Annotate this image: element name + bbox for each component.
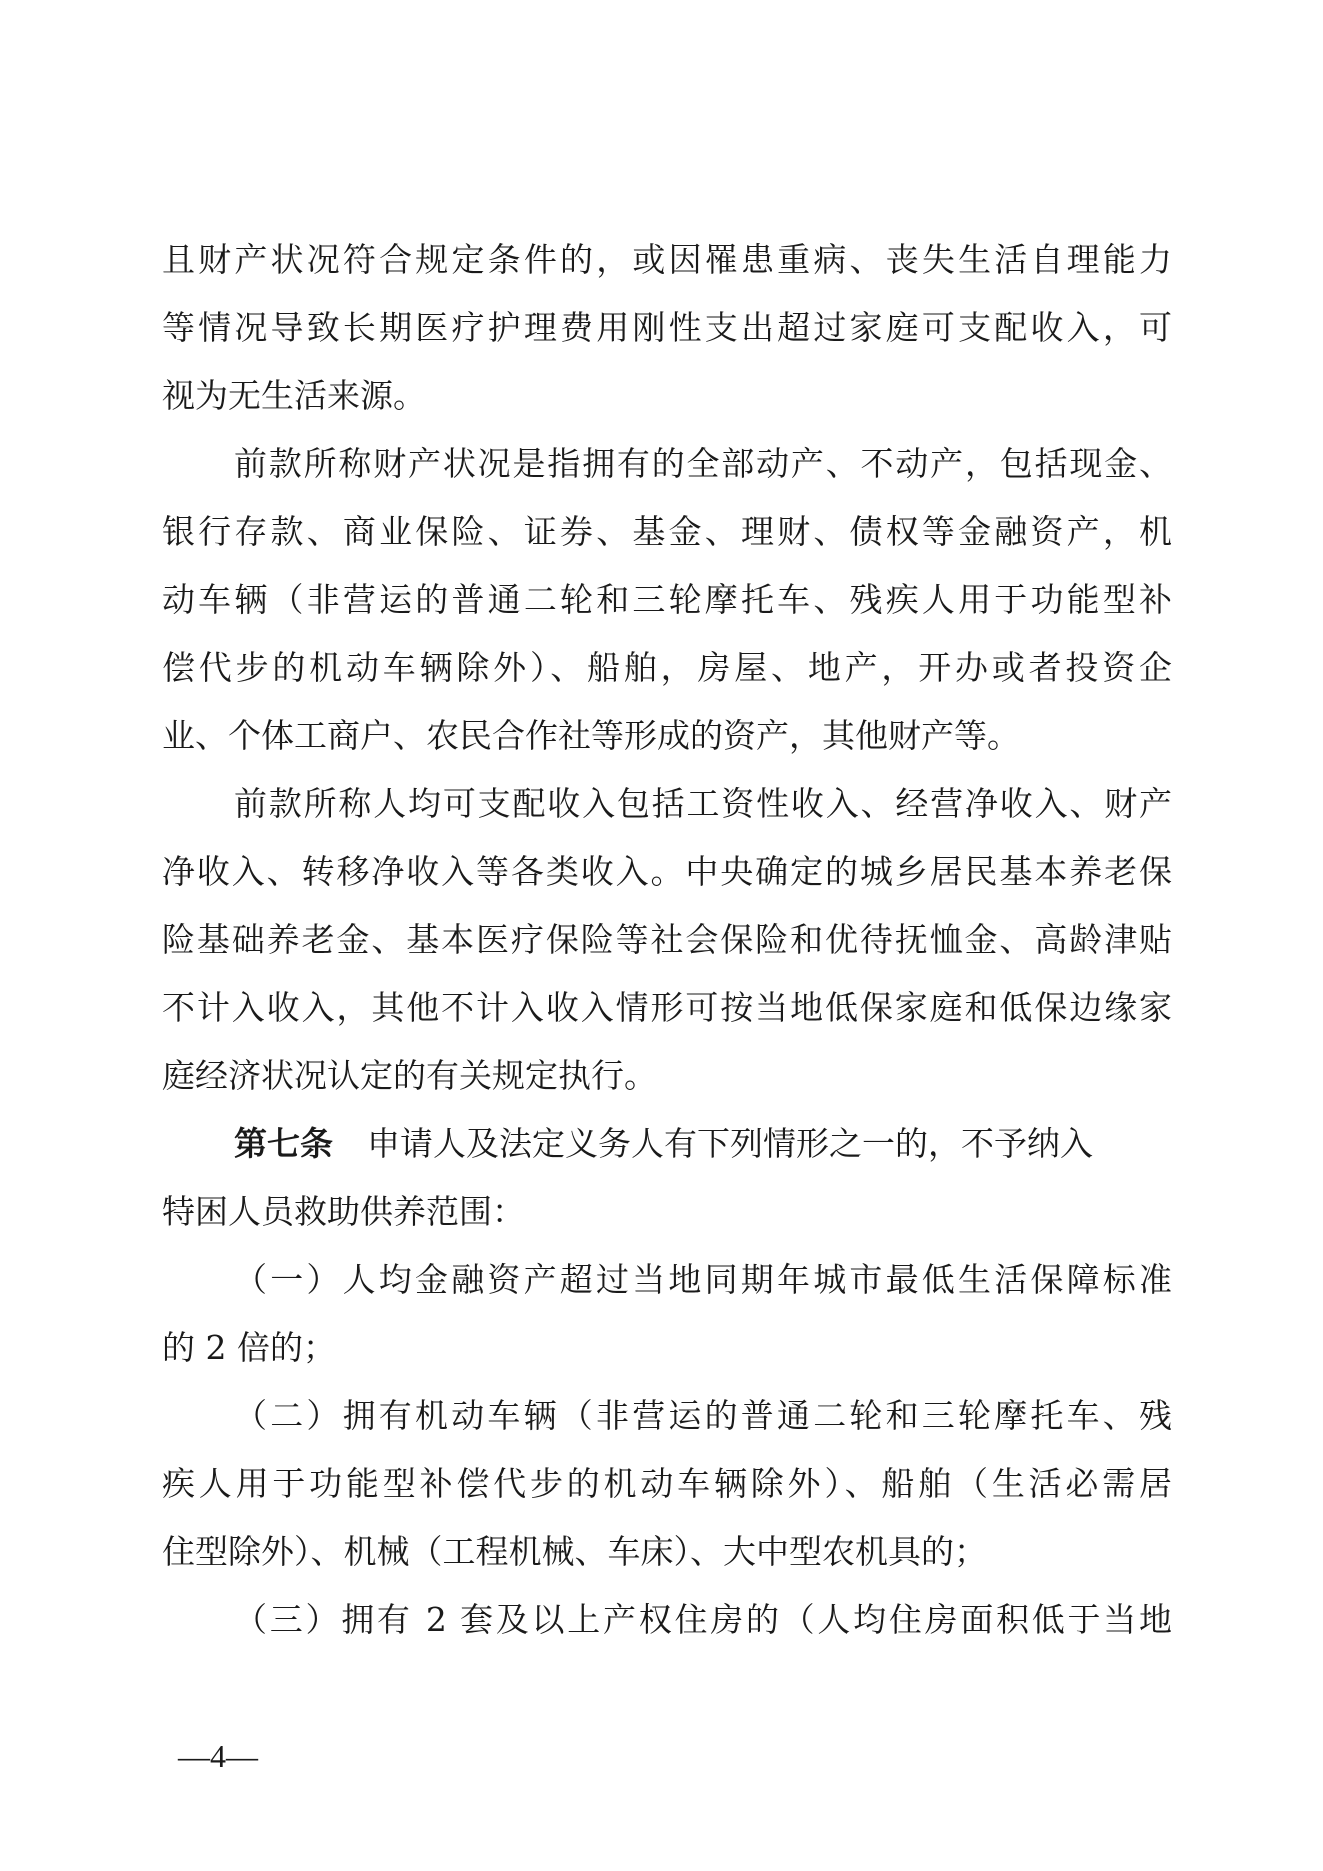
list-item-line: （三）拥有 2 套及以上产权住房的（人均住房面积低于当地 [234, 1600, 1172, 1639]
paragraph-line: 银行存款、商业保险、证券、基金、理财、债权等金融资产，机 [162, 512, 1172, 551]
paragraph-line: 特困人员救助供养范围： [162, 1192, 525, 1231]
document-body [162, 226, 1172, 1654]
page-number: —4— [178, 1738, 258, 1774]
paragraph-line: 前款所称人均可支配收入包括工资性收入、经营净收入、财产 [234, 784, 1172, 823]
paragraph-line: 险基础养老金、基本医疗保险等社会保险和优待抚恤金、高龄津贴 [162, 920, 1172, 959]
list-item-line: 的 2 倍的； [162, 1328, 336, 1367]
article-line [162, 1110, 1172, 1178]
paragraph-line: 动车辆（非营运的普通二轮和三轮摩托车、残疾人用于功能型补 [162, 580, 1172, 619]
paragraph-line: 且财产状况符合规定条件的，或因罹患重病、丧失生活自理能力 [162, 240, 1172, 279]
paragraph-line: 等情况导致长期医疗护理费用刚性支出超过家庭可支配收入，可 [162, 308, 1172, 347]
paragraph-line: 偿代步的机动车辆除外）、船舶，房屋、地产，开办或者投资企 [162, 648, 1172, 687]
paragraph-line: 前款所称财产状况是指拥有的全部动产、不动产，包括现金、 [234, 444, 1172, 483]
paragraph-line: 庭经济状况认定的有关规定执行。 [162, 1056, 657, 1095]
list-item-line: 疾人用于功能型补偿代步的机动车辆除外）、船舶（生活必需居 [162, 1464, 1172, 1503]
paragraph-line: 净收入、转移净收入等各类收入。中央确定的城乡居民基本养老保 [162, 852, 1172, 891]
article-heading: 第七条 [234, 1124, 333, 1163]
article-text: 申请人及法定义务人有下列情形之一的，不予纳入 [367, 1124, 1093, 1163]
paragraph-line: 业、个体工商户、农民合作社等形成的资产，其他财产等。 [162, 716, 1020, 755]
paragraph-line: 不计入收入，其他不计入收入情形可按当地低保家庭和低保边缘家 [162, 988, 1172, 1027]
list-item-line: （一）人均金融资产超过当地同期年城市最低生活保障标准 [234, 1260, 1172, 1299]
paragraph-line: 视为无生活来源。 [162, 376, 426, 415]
list-item-line: 住型除外）、机械（工程机械、车床）、大中型农机具的； [162, 1532, 987, 1571]
list-item-line: （二）拥有机动车辆（非营运的普通二轮和三轮摩托车、残 [234, 1396, 1172, 1435]
